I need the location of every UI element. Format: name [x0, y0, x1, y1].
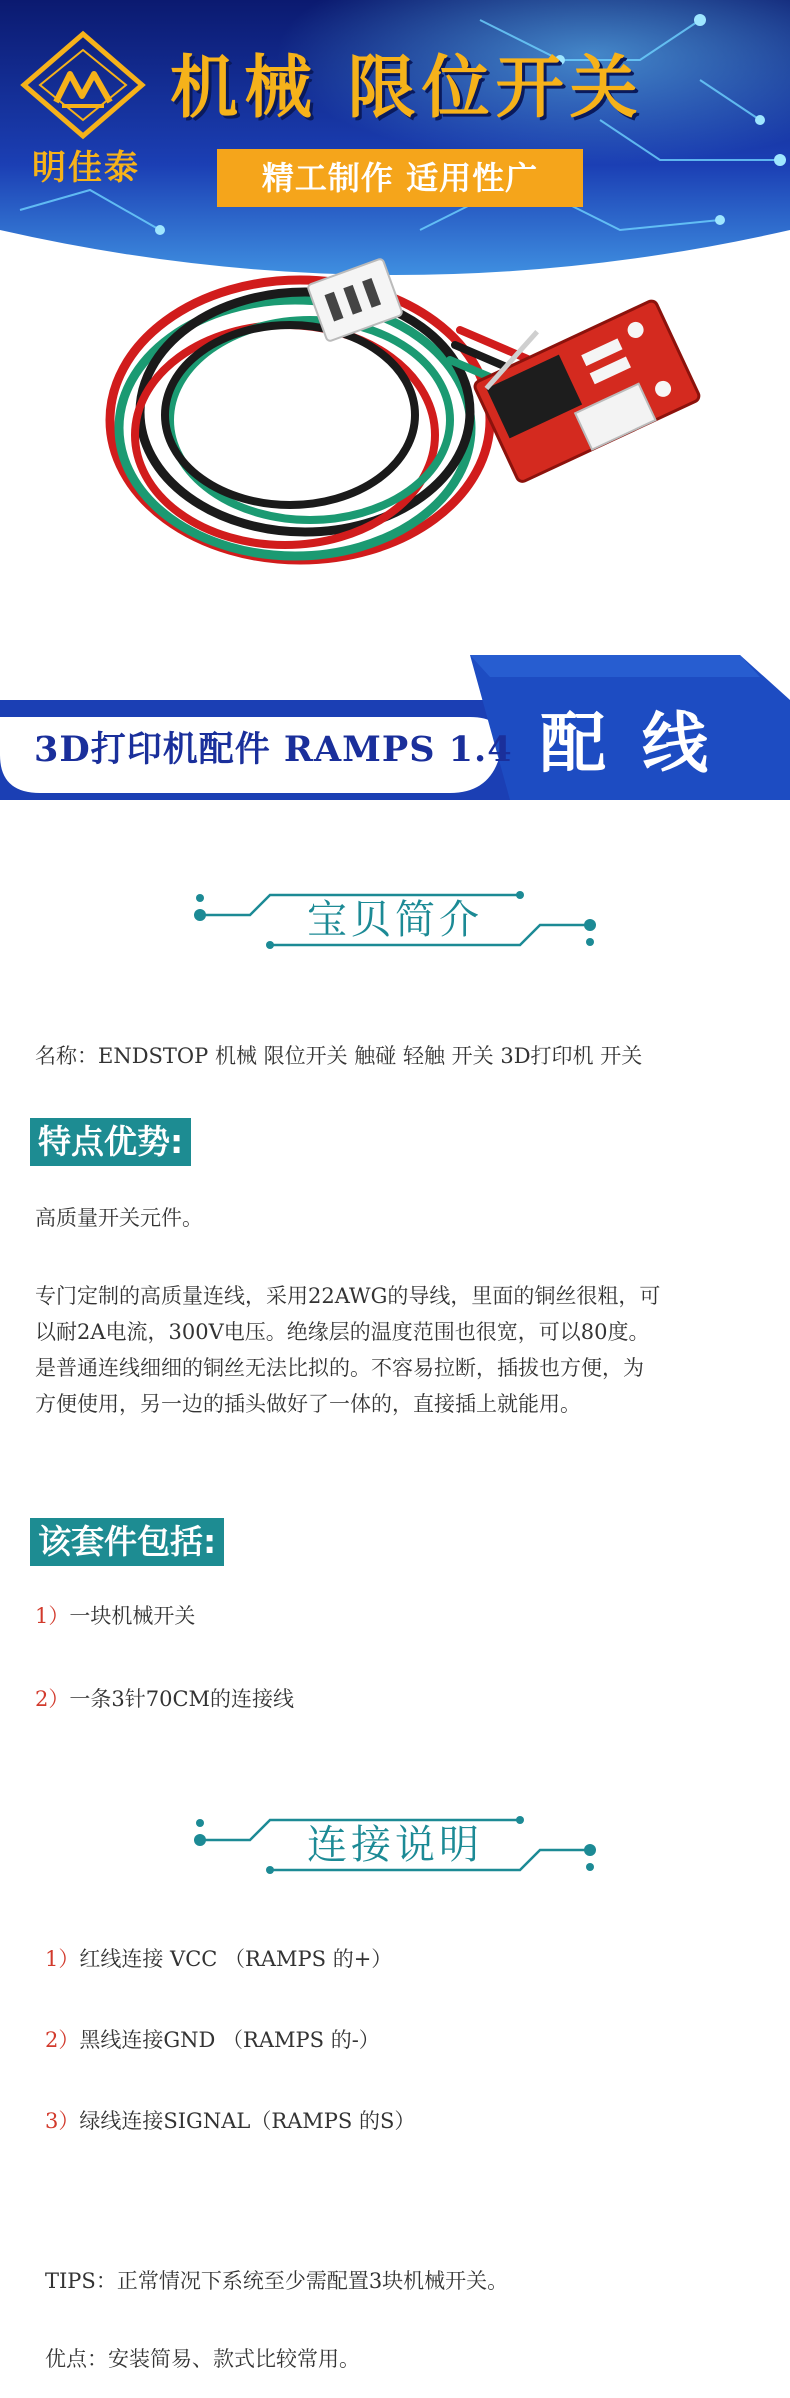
- kit-item: [35, 1683, 294, 1713]
- pros-note: 优点：安装简易、款式比较常用。: [45, 2347, 360, 2371]
- features-para-line: 是普通连线细细的铜丝无法比拟的。不容易拉断，插拔也方便，为: [35, 1356, 644, 1380]
- limit-switch-product-image: [100, 250, 720, 650]
- hero-subtitle: 精工制作 适用性广: [217, 149, 583, 207]
- connect-item-number: 2）: [45, 2028, 80, 2052]
- features-para-line: 方便使用，另一边的插头做好了一体的，直接插上就能用。: [35, 1392, 581, 1416]
- banner-wiring-label: 配线: [540, 705, 744, 782]
- features-line-1: 高质量开关元件。: [35, 1206, 203, 1230]
- section-heading-intro: [190, 870, 600, 965]
- kit-item-number: 2）: [35, 1687, 70, 1711]
- features-para-line: 专门定制的高质量连线，采用22AWG的导线，里面的铜丝很粗，可: [35, 1284, 661, 1308]
- section-heading-connect: [190, 1795, 600, 1890]
- features-para-line: 以耐2A电流，300V电压。绝缘层的温度范围也很宽，可以80度。: [35, 1320, 650, 1344]
- hero-title: 机械 限位开关: [170, 49, 644, 128]
- banner-product-line: 3D打印机配件 RAMPS 1.4: [34, 729, 513, 770]
- intro-heading-label: 宝贝简介: [307, 897, 483, 943]
- connect-item-number: 1）: [45, 1947, 80, 1971]
- kit-item-number: 1）: [35, 1604, 70, 1628]
- connect-item-text: 红线连接 VCC （RAMPS 的+）: [79, 1947, 393, 1971]
- kit-item-text: 一块机械开关: [69, 1604, 196, 1628]
- brand-name: 明佳泰: [32, 148, 140, 188]
- tips-note: TIPS：正常情况下系统至少需配置3块机械开关。: [45, 2269, 509, 2293]
- connect-item: [45, 2105, 415, 2135]
- connect-item-number: 3）: [45, 2109, 80, 2133]
- connect-item: [45, 1943, 392, 1973]
- kit-item: [35, 1600, 195, 1630]
- brand-logo-icon: [18, 30, 148, 140]
- features-tag: 特点优势:: [30, 1118, 191, 1166]
- kit-tag: 该套件包括:: [30, 1518, 224, 1566]
- hero-section: [0, 0, 790, 800]
- product-name-line: 名称：ENDSTOP 机械 限位开关 触碰 轻触 开关 3D打印机 开关: [35, 1044, 643, 1068]
- features-paragraph: [35, 1278, 660, 1422]
- connect-item-text: 绿线连接SIGNAL（RAMPS 的S）: [79, 2109, 416, 2133]
- kit-item-text: 一条3针70CM的连接线: [69, 1687, 295, 1711]
- connect-item: [45, 2024, 380, 2054]
- connect-item-text: 黑线连接GND （RAMPS 的-）: [79, 2028, 380, 2052]
- connect-heading-label: 连接说明: [307, 1822, 483, 1868]
